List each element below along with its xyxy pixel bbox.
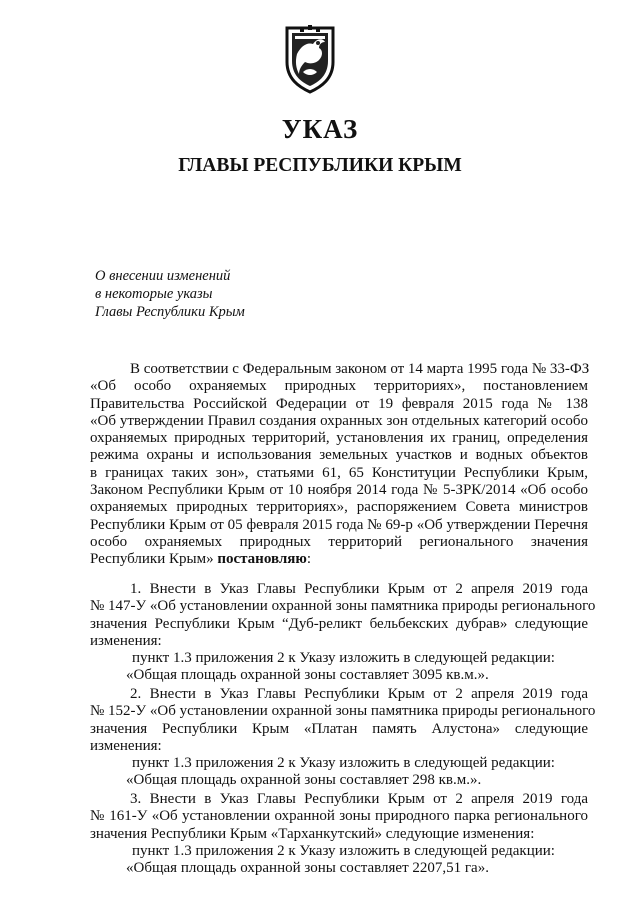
preamble-line: Республики Крым от 05 февраля 2015 года № 69-р «Об утверждении Перечня (90, 516, 588, 533)
preamble-line: «Об утверждении Правил создания охранных зон отдельных категорий особо (90, 412, 588, 429)
item-line: 1. Внести в Указ Главы Республики Крым от 2 апреля 2019 года (130, 581, 588, 597)
item-line: № 161-У «Об установлении охранной зоны природного парка регионального (90, 808, 588, 825)
document-heading (95, 267, 245, 321)
item-line: № 152-У «Об установлении охранной зоны памятника природы регионального (90, 703, 596, 720)
heading-line: О внесении изменений (95, 268, 231, 284)
preamble-paragraph (90, 361, 588, 569)
preamble-last-line (90, 551, 588, 568)
crimea-coat-of-arms-icon (283, 24, 337, 94)
preamble-line: охраняемых природных территориях», распоряжением Совета министров (90, 499, 588, 516)
item-line: изменения: (90, 632, 162, 649)
decree-word: постановляю (217, 551, 307, 568)
item-sub-line: пункт 1.3 приложения 2 к Указу изложить в следующей редакции: (132, 842, 555, 859)
document-title: УКАЗ (281, 114, 359, 144)
item-sub-line: «Общая площадь охранной зоны составляет 2207,51 га». (126, 860, 489, 877)
item-sub-line: пункт 1.3 приложения 2 к Указу изложить в следующей редакции: (132, 650, 555, 667)
item-3 (90, 791, 588, 877)
preamble-line: режима охраны и использования земельных участков и водных объектов (90, 447, 588, 464)
document-subtitle: ГЛАВЫ РЕСПУБЛИКИ КРЫМ (178, 155, 462, 176)
decree-colon: : (306, 551, 312, 568)
preamble-line: В соответствии с Федеральным законом от 14 марта 1995 года № 33-ФЗ (130, 361, 590, 377)
item-sub-line: пункт 1.3 приложения 2 к Указу изложить в следующей редакции: (132, 755, 555, 772)
preamble-line: Законом Республики Крым от 10 ноября 2014 года № 5-ЗРК/2014 «Об особо (90, 482, 588, 499)
heading-line: Главы Республики Крым (95, 304, 245, 320)
preamble-line: «Об особо охраняемых природных территориях», постановлением (90, 378, 588, 395)
item-line: значения Республики Крым «Платан память Алустона» следующие (90, 720, 588, 737)
item-line: значения Республики Крым «Тарханкутский» следующие изменения: (90, 825, 535, 842)
preamble-line-end: Республики Крым» (90, 551, 214, 568)
item-line: 2. Внести в Указ Главы Республики Крым от 2 апреля 2019 года (130, 686, 588, 702)
preamble-line: охраняемых природных территорий, установления их границ, определения (90, 430, 588, 447)
item-line: изменения: (90, 737, 162, 754)
item-1 (90, 581, 596, 685)
heading-line: в некоторые указы (95, 286, 213, 302)
item-line: № 147-У «Об установлении охранной зоны памятника природы регионального (90, 598, 596, 615)
preamble-line: особо охраняемых природных территорий регионального значения (90, 533, 588, 550)
item-sub-line: «Общая площадь охранной зоны составляет 3095 кв.м.». (126, 667, 489, 684)
item-2 (90, 686, 596, 790)
item-line: значения Республики Крым “Дуб-реликт бельбекских дубрав» следующие (90, 615, 588, 632)
preamble-line: в границах таких зон», статьями 61, 65 Конституции Республики Крым, (90, 464, 588, 481)
item-sub-line: «Общая площадь охранной зоны составляет 298 кв.м.». (126, 772, 482, 789)
item-line: 3. Внести в Указ Главы Республики Крым от 2 апреля 2019 года (130, 791, 588, 807)
preamble-line: Правительства Российской Федерации от 19 февраля 2015 года № 138 (90, 395, 588, 412)
